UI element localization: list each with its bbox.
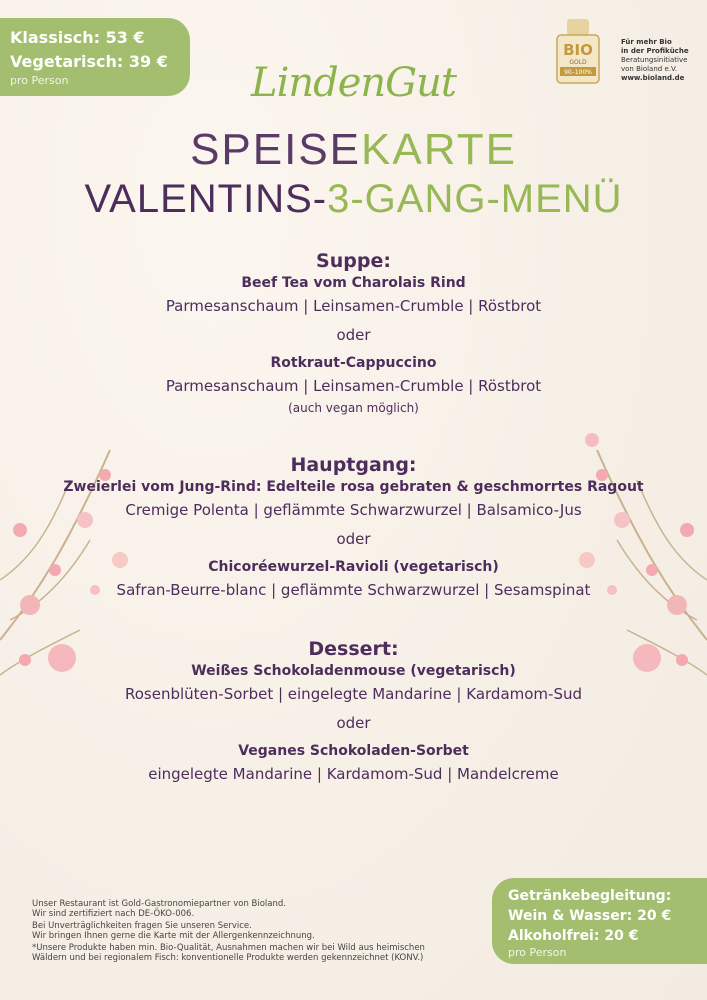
dessert1-name: Weißes Schokoladenmouse (vegetarisch) — [191, 663, 516, 679]
bio-text-line2: in der Profiküche — [621, 47, 689, 55]
bio-logo-range: 90–100% — [564, 69, 592, 76]
dessert1-desc: Rosenblüten-Sorbet | eingelegte Mandarine | Kardamom-Sud — [125, 685, 582, 703]
soup2-name: Rotkraut-Cappuccino — [270, 355, 437, 371]
main2-desc: Safran-Beurre-blanc | geflämmte Schwarzwurzel | Sesamspinat — [116, 581, 591, 599]
bio-text-line5: www.bioland.de — [621, 74, 685, 82]
footer-line3: Bei Unverträglichkeiten fragen Sie unseren Service. — [32, 921, 252, 931]
drinks-per-person: pro Person — [508, 946, 567, 959]
menu-subtitle: VALENTINS-3-GANG-MENÜ — [84, 177, 623, 221]
bio-logo-text: BIO — [563, 41, 593, 59]
main1-name: Zweierlei vom Jung-Rind: Edelteile rosa gebraten & geschmorrtes Ragout — [63, 479, 644, 495]
page-title: SPEISEKARTE — [190, 125, 517, 174]
or-separator: oder — [336, 530, 371, 548]
soup1-name: Beef Tea vom Charolais Rind — [241, 275, 466, 291]
main2-name: Chicoréewurzel-Ravioli (vegetarisch) — [208, 559, 499, 575]
drinks-heading: Getränkebegleitung: — [508, 888, 672, 904]
footer-notes — [32, 899, 487, 965]
soup-heading: Suppe: — [316, 250, 391, 272]
bio-text-line4: von Bioland e.V. — [621, 65, 678, 73]
main-heading: Hauptgang: — [290, 454, 417, 476]
bio-text-line1: Für mehr Bio — [621, 38, 672, 46]
footer-line4: Wir bringen Ihnen gerne die Karte mit der Allergenkennzeichnung. — [32, 931, 315, 941]
bio-text-line3: Beratungsinitiative — [621, 56, 688, 64]
main1-desc: Cremige Polenta | geflämmte Schwarzwurzel | Balsamico-Jus — [125, 501, 582, 519]
footer-line6: Wäldern und bei regionalem Fisch: konventionelle Produkte werden gekennzeichnet (KONV.) — [32, 953, 424, 963]
soup2-desc: Parmesanschaum | Leinsamen-Crumble | Röstbrot — [165, 377, 542, 395]
price-classic: Klassisch: 53 € — [10, 28, 145, 47]
dessert2-name: Veganes Schokoladen-Sorbet — [238, 743, 469, 759]
footer-line5: *Unsere Produkte haben min. Bio-Qualität, Ausnahmen machen wir bei Wild aus heimischen — [32, 943, 425, 953]
dessert-heading: Dessert: — [308, 638, 399, 660]
brand-logo: LindenGut — [251, 60, 456, 106]
bio-logo-gold: GOLD — [569, 59, 587, 66]
menu-content — [0, 250, 707, 786]
price-vegetarian: Vegetarisch: 39 € — [10, 52, 168, 71]
footer-line2: Wir sind zertifiziert nach DE-ÖKO-006. — [32, 909, 195, 919]
footer-line1: Unser Restaurant ist Gold-Gastronomiepartner von Bioland. — [32, 899, 286, 909]
drinks-badge — [492, 878, 707, 964]
or-separator: oder — [336, 714, 371, 732]
or-separator: oder — [336, 326, 371, 344]
soup1-desc: Parmesanschaum | Leinsamen-Crumble | Röstbrot — [165, 297, 542, 315]
dessert2-desc: eingelegte Mandarine | Kardamom-Sud | Mandelcreme — [148, 765, 559, 783]
drinks-wine: Wein & Wasser: 20 € — [508, 908, 672, 924]
soup2-note: (auch vegan möglich) — [288, 401, 419, 415]
price-per-person: pro Person — [10, 74, 69, 87]
drinks-nonalc: Alkoholfrei: 20 € — [508, 928, 639, 944]
